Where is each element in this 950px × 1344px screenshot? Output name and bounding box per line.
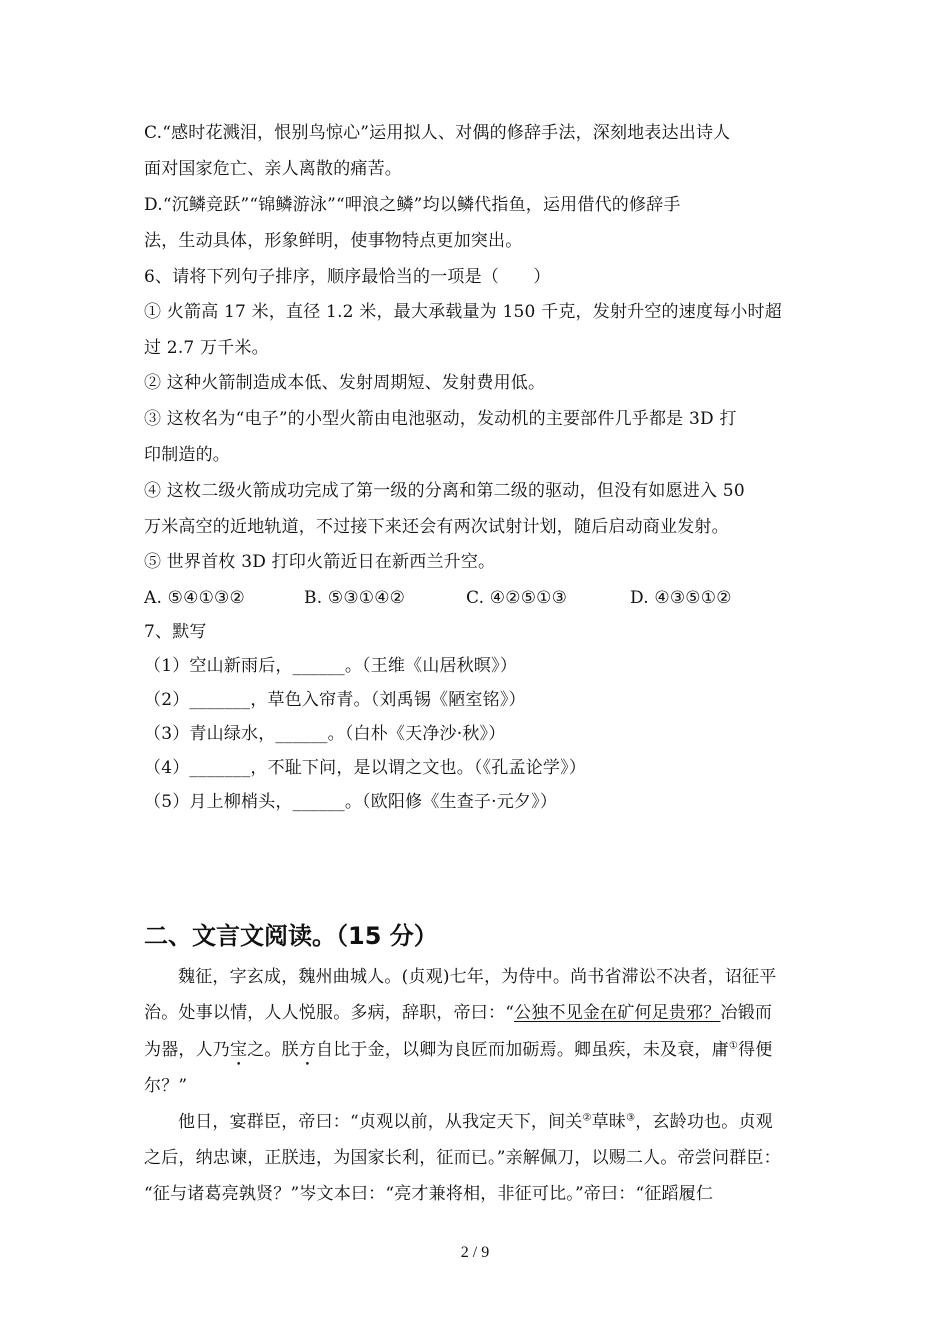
passage-text: 草昧 — [591, 1112, 627, 1132]
emphasized-char: 方 — [298, 1040, 317, 1060]
passage-p1-line1: 魏征，字玄成，魏州曲城人。(贞观)七年，为侍中。尚书省滞讼不决者，诏征平 — [178, 967, 777, 987]
footnote-marker: ③ — [626, 1112, 636, 1124]
passage-text: 治。处事以情，人人悦服。多病，辞职，帝曰：“ — [144, 1003, 515, 1023]
q7-item-3: （3）青山绿水，______。（白朴《天净沙·秋》） — [144, 724, 506, 744]
passage-text: 为器，人乃 — [144, 1040, 230, 1060]
passage-p1-line4: 尔？” — [144, 1076, 188, 1096]
q6-option-b: B. ⑤③①④② — [304, 588, 406, 608]
passage-text: ，玄龄功也。贞观 — [635, 1112, 773, 1132]
q6-stem: 6、请将下列句子排序，顺序最恰当的一项是（ ） — [144, 267, 551, 287]
q6-sentence-4-line2: 万米高空的近地轨道，不过接下来还会有两次试射计划，随后启动商业发射。 — [144, 517, 729, 537]
q5-option-c-line2: 面对国家危亡、亲人离散的痛苦。 — [144, 159, 402, 179]
passage-text: 自比于金，以卿为良匠而加砺焉。卿虽疾，未及衰，庸 — [316, 1040, 729, 1060]
q6-sentence-1-line1: ① 火箭高 17 米，直径 1.2 米，最大承载量为 150 千克，发射升空的速度每小时超 — [144, 302, 782, 322]
q7-item-2: （2）_______，草色入帘青。（刘禹锡《陋室铭》） — [144, 690, 526, 710]
q7-title: 7、默写 — [144, 622, 207, 642]
q6-option-c: C. ④②⑤①③ — [466, 588, 568, 608]
q5-option-d-line1: D.“沉鳞竞跃”“锦鳞游泳”“呷浪之鳞”均以鳞代指鱼，运用借代的修辞手 — [144, 195, 681, 215]
passage-text: 之。朕 — [247, 1040, 299, 1060]
q6-options — [144, 586, 812, 610]
q5-option-c-line1: C.“感时花溅泪，恨别鸟惊心”运用拟人、对偶的修辞手法，深刻地表达出诗人 — [144, 123, 731, 143]
q6-option-d: D. ④③⑤①② — [630, 588, 732, 608]
q6-sentence-2: ② 这种火箭制造成本低、发射周期短、发射费用低。 — [144, 373, 546, 393]
passage-p2-line3: “征与诸葛亮孰贤？”岑文本曰：“亮才兼将相，非征可比。”帝曰：“征蹈履仁 — [144, 1184, 714, 1204]
q6-sentence-5: ⑤ 世界首枚 3D 打印火箭近日在新西兰升空。 — [144, 552, 496, 572]
passage-p2-line1 — [178, 1110, 812, 1134]
q7-item-4: （4）_______，不耻下问，是以谓之文也。（《孔孟论学》） — [144, 758, 587, 778]
q7-item-5: （5）月上柳梢头，______。（欧阳修《生查子·元夕》） — [144, 792, 558, 812]
passage-text: 得便 — [738, 1040, 773, 1060]
passage-text: 冶锻而 — [720, 1003, 773, 1023]
passage-p1-line3 — [144, 1038, 812, 1070]
q6-sentence-3-line2: 印制造的。 — [144, 445, 230, 465]
q7-item-1: （1）空山新雨后，______。（王维《山居秋暝》） — [144, 656, 518, 676]
q6-sentence-3-line1: ③ 这枚名为“电子”的小型火箭由电池驱动，发动机的主要部件几乎都是 3D 打 — [144, 409, 737, 429]
q6-sentence-4-line1: ④ 这枚二级火箭成功完成了第一级的分离和第二级的驱动，但没有如愿进入 50 — [144, 481, 745, 501]
q5-option-d-line2: 法，生动具体，形象鲜明，使事物特点更加突出。 — [144, 231, 523, 251]
section-2-heading: 二、文言文阅读。（15 分） — [144, 922, 438, 950]
passage-text: 他日，宴群臣，帝曰：“贞观以前，从我定天下，间关 — [178, 1112, 583, 1132]
emphasized-char: 宝 — [230, 1040, 248, 1060]
q6-option-a: A. ⑤④①③② — [144, 588, 245, 608]
passage-p2-line2: 之后，纳忠谏，正朕违，为国家长利，征而已。”亲解佩刀，以赐二人。帝尝问群臣： — [144, 1148, 781, 1168]
footnote-marker: ② — [582, 1112, 592, 1124]
passage-p1-line2 — [144, 1001, 812, 1025]
page-number: 2 / 9 — [460, 1244, 490, 1261]
footnote-marker: ① — [728, 1040, 738, 1052]
underlined-sentence: 公独不见金在矿何足贵邪？ — [514, 1003, 721, 1023]
q6-sentence-1-line2: 过 2.7 万千米。 — [144, 338, 269, 358]
